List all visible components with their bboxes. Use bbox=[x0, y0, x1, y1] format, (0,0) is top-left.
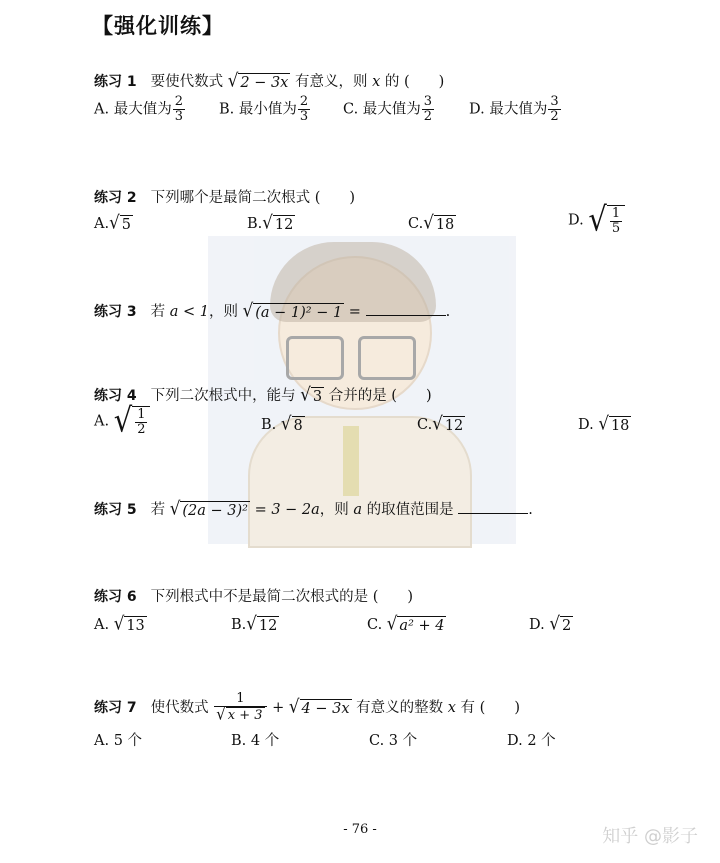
exercise-5-question: 练习 5 若 √ (2a − 3)² = 3 − 2a，则 a 的取值范围是 . bbox=[94, 497, 533, 519]
exercise-6-option-d: D. √ 2 bbox=[529, 612, 572, 634]
section-title: 【强化训练】 bbox=[92, 14, 224, 38]
exercise-2-option-c: C. √ 18 bbox=[408, 211, 455, 233]
exercise-6-option-b: B. √ 12 bbox=[231, 612, 278, 634]
answer-blank bbox=[366, 315, 446, 316]
exercise-1-option-b: B. 最小值为 $\frac{2}{3}$ bbox=[219, 94, 309, 124]
brand-watermark: 知乎 @影子 bbox=[602, 826, 698, 847]
exercise-7-option-b: B. 4 个 bbox=[231, 733, 280, 749]
exercise-2-option-d: D. √ $\frac{1}{5}$ bbox=[568, 205, 625, 236]
exercise-2-option-a: A. √ 5 bbox=[94, 211, 131, 233]
exercise-6-question: 练习 6 下列根式中不是最简二次根式的是 ( ) bbox=[94, 589, 414, 605]
exercise-3-question: 练习 3 若 a < 1，则 √ (a − 1)² − 1 = . bbox=[94, 299, 451, 321]
exercise-7-option-d: D. 2 个 bbox=[507, 733, 556, 749]
exercise-1-option-d: D. 最大值为 $\frac{3}{2}$ bbox=[469, 94, 559, 124]
exercise-1-option-a: A. 最大值为 $\frac{2}{3}$ bbox=[94, 94, 183, 124]
exercise-1-question: 练习 1 要使代数式 √ 2 − 3x 有意义，则 x 的 ( ) bbox=[94, 69, 445, 91]
answer-blank bbox=[458, 513, 528, 514]
exercise-4-option-b: B. √ 8 bbox=[261, 412, 303, 434]
exercise-6-option-c: C. √ a² + 4 bbox=[367, 612, 445, 634]
exercise-2-question: 练习 2 下列哪个是最简二次根式 ( ) bbox=[94, 190, 356, 206]
exercise-7-question: 练习 7 使代数式 1 √ x + 3 + √ 4 − 3x 有意义的整数 x 有 ( ) bbox=[94, 691, 520, 724]
exercise-7-option-a: A. 5 个 bbox=[94, 733, 143, 749]
exercise-4-question: 练习 4 下列二次根式中，能与 √ 3 合并的是 ( ) bbox=[94, 383, 432, 405]
exercise-4-option-d: D. √ 18 bbox=[578, 412, 630, 434]
exercise-6-option-a: A. √ 13 bbox=[94, 612, 145, 634]
exercise-1-option-c: C. 最大值为 $\frac{3}{2}$ bbox=[343, 94, 433, 124]
exercise-4-option-c: C. √ 12 bbox=[417, 412, 464, 434]
exercise-7-option-c: C. 3 个 bbox=[369, 733, 418, 749]
page-number: - 76 - bbox=[343, 822, 377, 837]
exercise-2-option-b: B. √ 12 bbox=[247, 211, 294, 233]
exercise-4-option-a: A. √ $\frac{1}{2}$ bbox=[94, 406, 150, 437]
